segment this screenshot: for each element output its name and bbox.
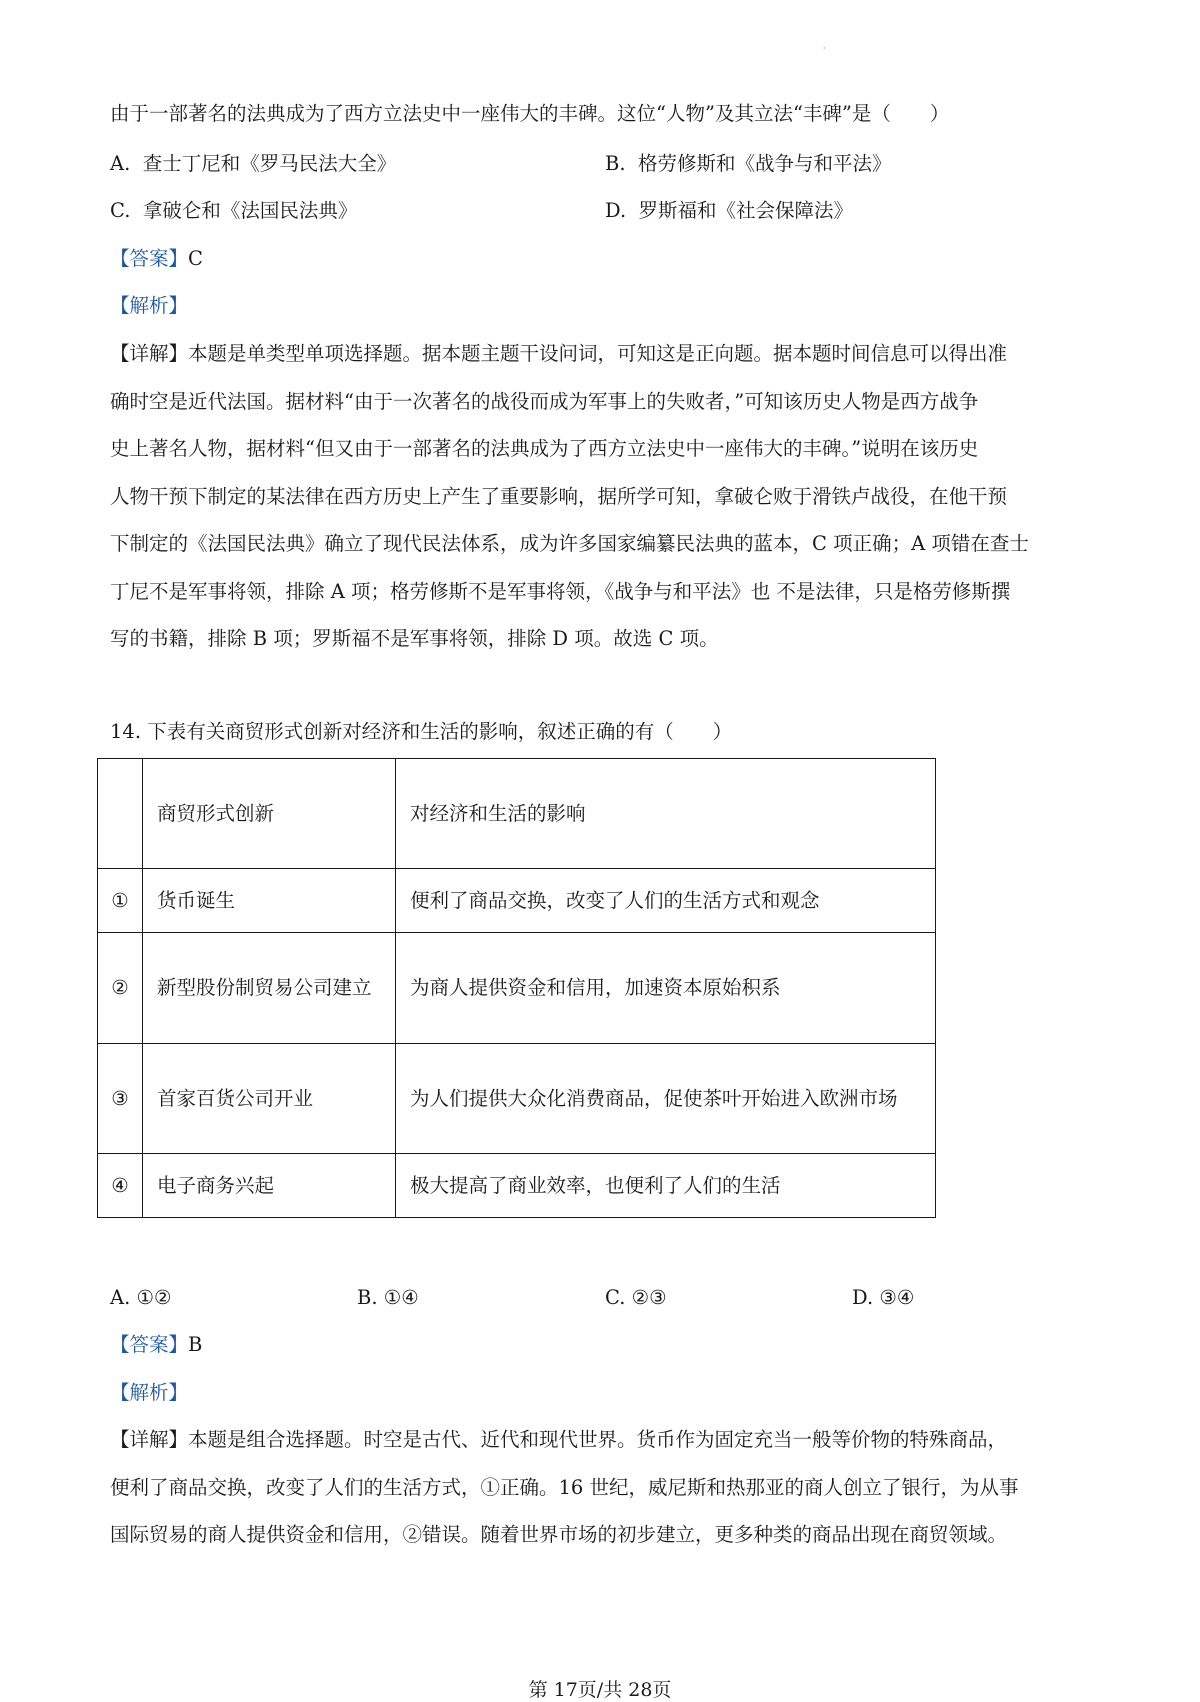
row-number: ② — [98, 933, 143, 1044]
row-impact: 便利了商品交换，改变了人们的生活方式和观念 — [396, 869, 936, 933]
q13-detail-line-3: 史上著名人物，据材料“但又由于一部著名的法典成为了西方立法史中一座伟大的丰碑。”说明在该历史 — [110, 437, 979, 460]
q13-option-b — [605, 150, 891, 178]
row-impact: 极大提高了商业效率，也便利了人们的生活 — [396, 1154, 936, 1218]
answer-value: B — [188, 1333, 203, 1356]
row-impact: 为商人提供资金和信用，加速资本原始积系 — [396, 933, 936, 1044]
table-header-row — [98, 759, 936, 869]
option-text: 查士丁尼和《罗马民法大全》 — [142, 152, 397, 175]
page-mark: · — [823, 44, 826, 53]
row-form: 新型股份制贸易公司建立 — [143, 933, 396, 1044]
row-form: 电子商务兴起 — [143, 1154, 396, 1218]
row-impact: 为人们提供大众化消费商品，促使茶叶开始进入欧洲市场 — [396, 1044, 936, 1154]
q14-option-d: D. ③④ — [852, 1286, 915, 1309]
page-number: 第 17页/共 28页 — [528, 1679, 672, 1701]
row-form: 货币诞生 — [143, 869, 396, 933]
q13-detail-line-7: 写的书籍，排除 B 项；罗斯福不是军事将领，排除 D 项。故选 C 项。 — [110, 627, 719, 650]
row-form: 首家百货公司开业 — [143, 1044, 396, 1154]
q13-detail-line-4: 人物干预下制定的某法律在西方历史上产生了重要影响，据所学可知，拿破仑败于滑铁卢战役，在他干预 — [110, 485, 1008, 508]
q13-analysis-label: 【解析】 — [110, 294, 189, 317]
option-letter: C. — [110, 199, 131, 222]
q14-option-b: B. ①④ — [357, 1286, 419, 1309]
option-letter: D. — [605, 199, 627, 222]
q14-detail-line-2: 便利了商品交换，改变了人们的生活方式，①正确。16 世纪，威尼斯和热那亚的商人创立了银行，为从事 — [110, 1476, 1019, 1499]
answer-label: 【答案】 — [110, 1333, 189, 1356]
q13-option-c — [110, 197, 357, 225]
q14-table — [97, 758, 936, 1218]
q13-answer — [110, 245, 203, 273]
detail-label: 【详解】 — [110, 1428, 189, 1451]
option-text: 罗斯福和《社会保障法》 — [638, 199, 854, 222]
row-number: ④ — [98, 1154, 143, 1218]
table-row — [98, 1044, 936, 1154]
answer-value: C — [188, 247, 203, 270]
table-row — [98, 1154, 936, 1218]
q13-option-d — [605, 197, 853, 225]
q14-option-a: A. ①② — [110, 1286, 172, 1309]
table-header-cell: 商贸形式创新 — [143, 759, 396, 869]
q13-detail-line-2: 确时空是近代法国。据材料“由于一次著名的战役而成为军事上的失败者，”可知该历史人物是西方战争 — [110, 390, 979, 413]
q14-analysis-label: 【解析】 — [110, 1381, 189, 1404]
detail-text: 本题是单类型单项选择题。据本题主题干设问词，可知这是正向题。据本题时间信息可以得出准 — [188, 342, 1008, 365]
q14-option-c: C. ②③ — [605, 1286, 667, 1309]
q14-answer — [110, 1331, 202, 1359]
q14-stem: 14. 下表有关商贸形式创新对经济和生活的影响，叙述正确的有（ ） — [110, 720, 733, 743]
detail-label: 【详解】 — [110, 342, 189, 365]
q13-option-a — [110, 150, 396, 178]
q14-detail-line-3: 国际贸易的商人提供资金和信用，②错误。随着世界市场的初步建立，更多种类的商品出现在商贸领域。 — [110, 1523, 1008, 1546]
answer-label: 【答案】 — [110, 247, 189, 270]
q14-detail-line-1 — [110, 1426, 1007, 1454]
table-header-cell: 对经济和生活的影响 — [396, 759, 936, 869]
table-row — [98, 933, 936, 1044]
table-row — [98, 869, 936, 933]
q13-detail-line-6: 丁尼不是军事将领，排除 A 项；格劳修斯不是军事将领，《战争与和平法》也 不是法律，只是格劳修斯撰 — [110, 580, 1011, 603]
row-number: ① — [98, 869, 143, 933]
q13-detail-line-5: 下制定的《法国民法典》确立了现代民法体系，成为许多国家编纂民法典的蓝本，C 项正确；A 项错在查士 — [110, 532, 1029, 555]
option-letter: A. — [110, 152, 131, 175]
detail-text: 本题是组合选择题。时空是古代、近代和现代世界。货币作为固定充当一般等价物的特殊商品， — [188, 1428, 1008, 1451]
table-header-cell — [98, 759, 143, 869]
q13-stem: 由于一部著名的法典成为了西方立法史中一座伟大的丰碑。这位“人物”及其立法“丰碑”是（ ） — [110, 102, 950, 125]
row-number: ③ — [98, 1044, 143, 1154]
q13-detail-line-1 — [110, 340, 1007, 368]
option-letter: B. — [605, 152, 626, 175]
option-text: 格劳修斯和《战争与和平法》 — [637, 152, 892, 175]
option-text: 拿破仑和《法国民法典》 — [142, 199, 358, 222]
